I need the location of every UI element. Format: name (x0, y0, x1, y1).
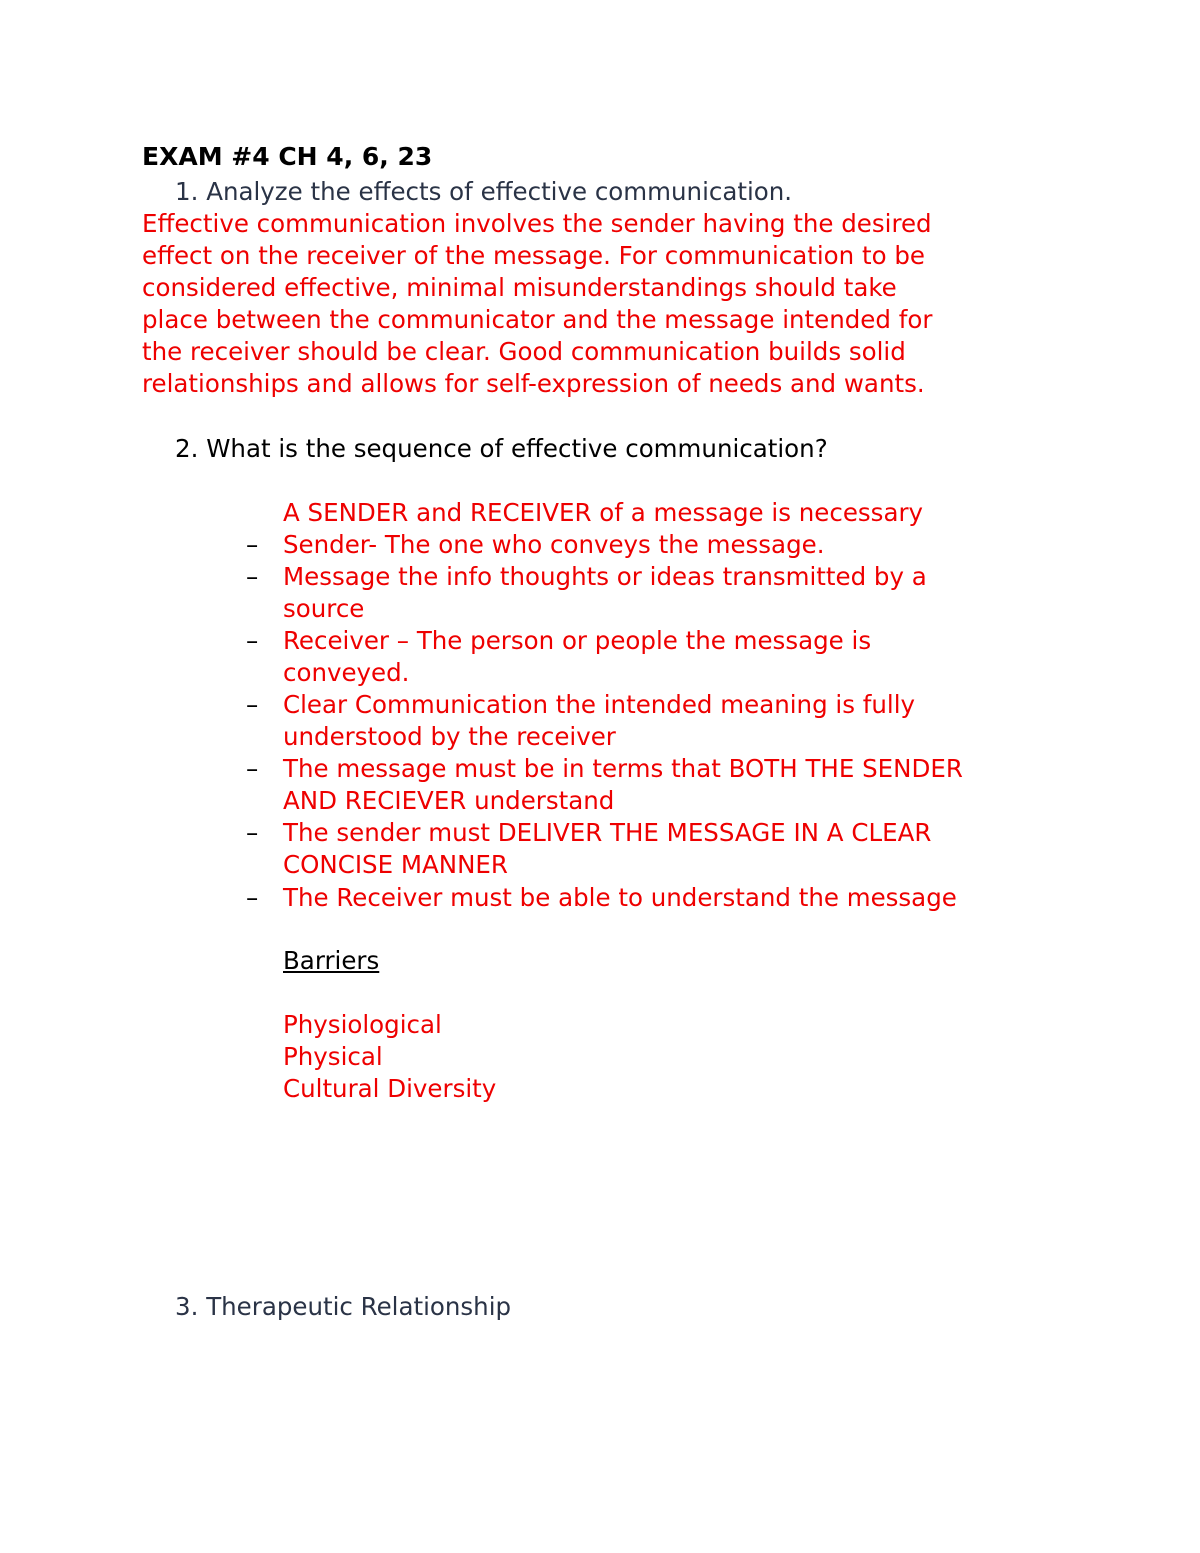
list-item: Clear Communication the intended meaning is fully (283, 690, 916, 719)
answer-1-line: Effective communication involves the sender having the desired (142, 209, 932, 238)
bullet-dash: – (246, 690, 259, 719)
list-item: The sender must DELIVER THE MESSAGE IN A CLEAR (283, 818, 932, 847)
list-item-continuation: AND RECIEVER understand (283, 786, 615, 815)
answer-1-line: effect on the receiver of the message. For communication to be (142, 241, 925, 270)
question-3 (175, 1291, 511, 1323)
question-2-number: 2. (175, 434, 199, 463)
sequence-intro: A SENDER and RECEIVER of a message is necessary (283, 498, 924, 527)
answer-1-line: the receiver should be clear. Good communication builds solid (142, 337, 906, 366)
list-item: The Receiver must be able to understand the message (283, 883, 957, 912)
answer-1-line: relationships and allows for self-expression of needs and wants. (142, 369, 925, 398)
list-item-continuation: CONCISE MANNER (283, 850, 508, 879)
bullet-dash: – (246, 818, 259, 847)
bullet-dash: – (246, 562, 259, 591)
list-item: Sender- The one who conveys the message. (283, 530, 825, 559)
question-3-text: Therapeutic Relationship (206, 1292, 512, 1321)
barrier-item: Physical (283, 1042, 383, 1071)
barriers-heading: Barriers (283, 946, 380, 975)
bullet-dash: – (246, 883, 259, 912)
barrier-item: Physiological (283, 1010, 442, 1039)
question-2-text: What is the sequence of effective communication? (206, 434, 828, 463)
question-1-number: 1. (175, 177, 199, 206)
bullet-dash: – (246, 626, 259, 655)
answer-1-line: considered effective, minimal misunderstandings should take (142, 273, 897, 302)
question-3-number: 3. (175, 1292, 199, 1321)
answer-1-line: place between the communicator and the message intended for (142, 305, 933, 334)
list-item-continuation: conveyed. (283, 658, 410, 687)
question-2 (175, 433, 828, 465)
question-1-text: Analyze the effects of effective communication. (206, 177, 793, 206)
question-1 (175, 176, 792, 208)
list-item: Receiver – The person or people the message is (283, 626, 872, 655)
bullet-dash: – (246, 530, 259, 559)
list-item: Message the info thoughts or ideas transmitted by a (283, 562, 927, 591)
bullet-dash: – (246, 754, 259, 783)
list-item: The message must be in terms that BOTH THE SENDER (283, 754, 963, 783)
exam-title: EXAM #4 CH 4, 6, 23 (142, 142, 433, 171)
barrier-item: Cultural Diversity (283, 1074, 497, 1103)
list-item-continuation: source (283, 594, 365, 623)
list-item-continuation: understood by the receiver (283, 722, 616, 751)
